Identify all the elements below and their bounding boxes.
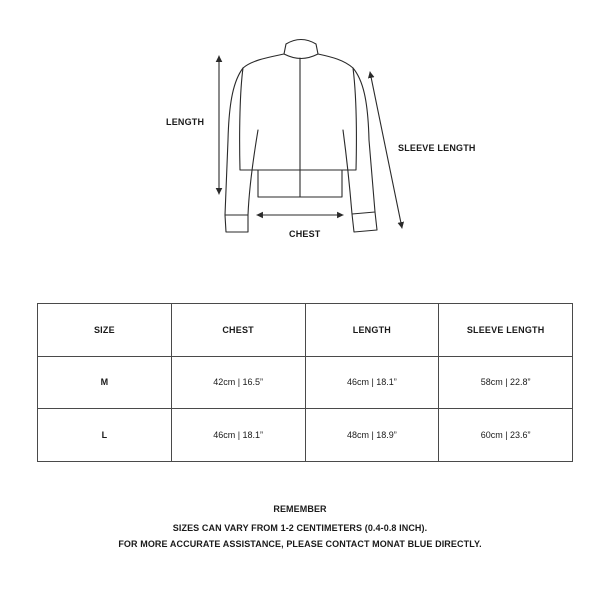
sleeve-length-label: SLEEVE LENGTH bbox=[398, 143, 476, 153]
length-label: LENGTH bbox=[166, 117, 205, 127]
left-cuff bbox=[225, 215, 248, 232]
chest-label: CHEST bbox=[289, 229, 321, 239]
table-header-row bbox=[38, 304, 573, 357]
size-chart-table bbox=[37, 303, 573, 462]
header-sleeve-length: SLEEVE LENGTH bbox=[439, 304, 573, 357]
left-sleeve bbox=[225, 68, 258, 215]
remember-line-2: FOR MORE ACCURATE ASSISTANCE, PLEASE CONTACT MONAT BLUE DIRECTLY. bbox=[118, 539, 482, 549]
size-cell: L bbox=[38, 409, 172, 462]
sleeve-length-cell: 58cm | 22.8” bbox=[439, 356, 573, 409]
right-cuff bbox=[352, 212, 377, 232]
header-size: SIZE bbox=[38, 304, 172, 357]
length-cell: 46cm | 18.1” bbox=[305, 356, 439, 409]
size-cell: M bbox=[38, 356, 172, 409]
garment-diagram bbox=[0, 0, 600, 260]
collar-outline bbox=[284, 40, 318, 59]
chest-cell: 42cm | 16.5” bbox=[171, 356, 305, 409]
right-sleeve bbox=[343, 68, 375, 214]
sleeve-length-cell: 60cm | 23.6” bbox=[439, 409, 573, 462]
remember-line-1: SIZES CAN VARY FROM 1-2 CENTIMETERS (0.4-0.8 INCH). bbox=[172, 523, 428, 533]
jacket-illustration bbox=[0, 0, 600, 260]
length-cell: 48cm | 18.9” bbox=[305, 409, 439, 462]
chest-cell: 46cm | 18.1” bbox=[171, 409, 305, 462]
remember-heading: REMEMBER bbox=[273, 504, 327, 514]
table-row bbox=[38, 356, 573, 409]
header-chest: CHEST bbox=[171, 304, 305, 357]
body-outline bbox=[240, 54, 357, 170]
table-row bbox=[38, 409, 573, 462]
header-length: LENGTH bbox=[305, 304, 439, 357]
